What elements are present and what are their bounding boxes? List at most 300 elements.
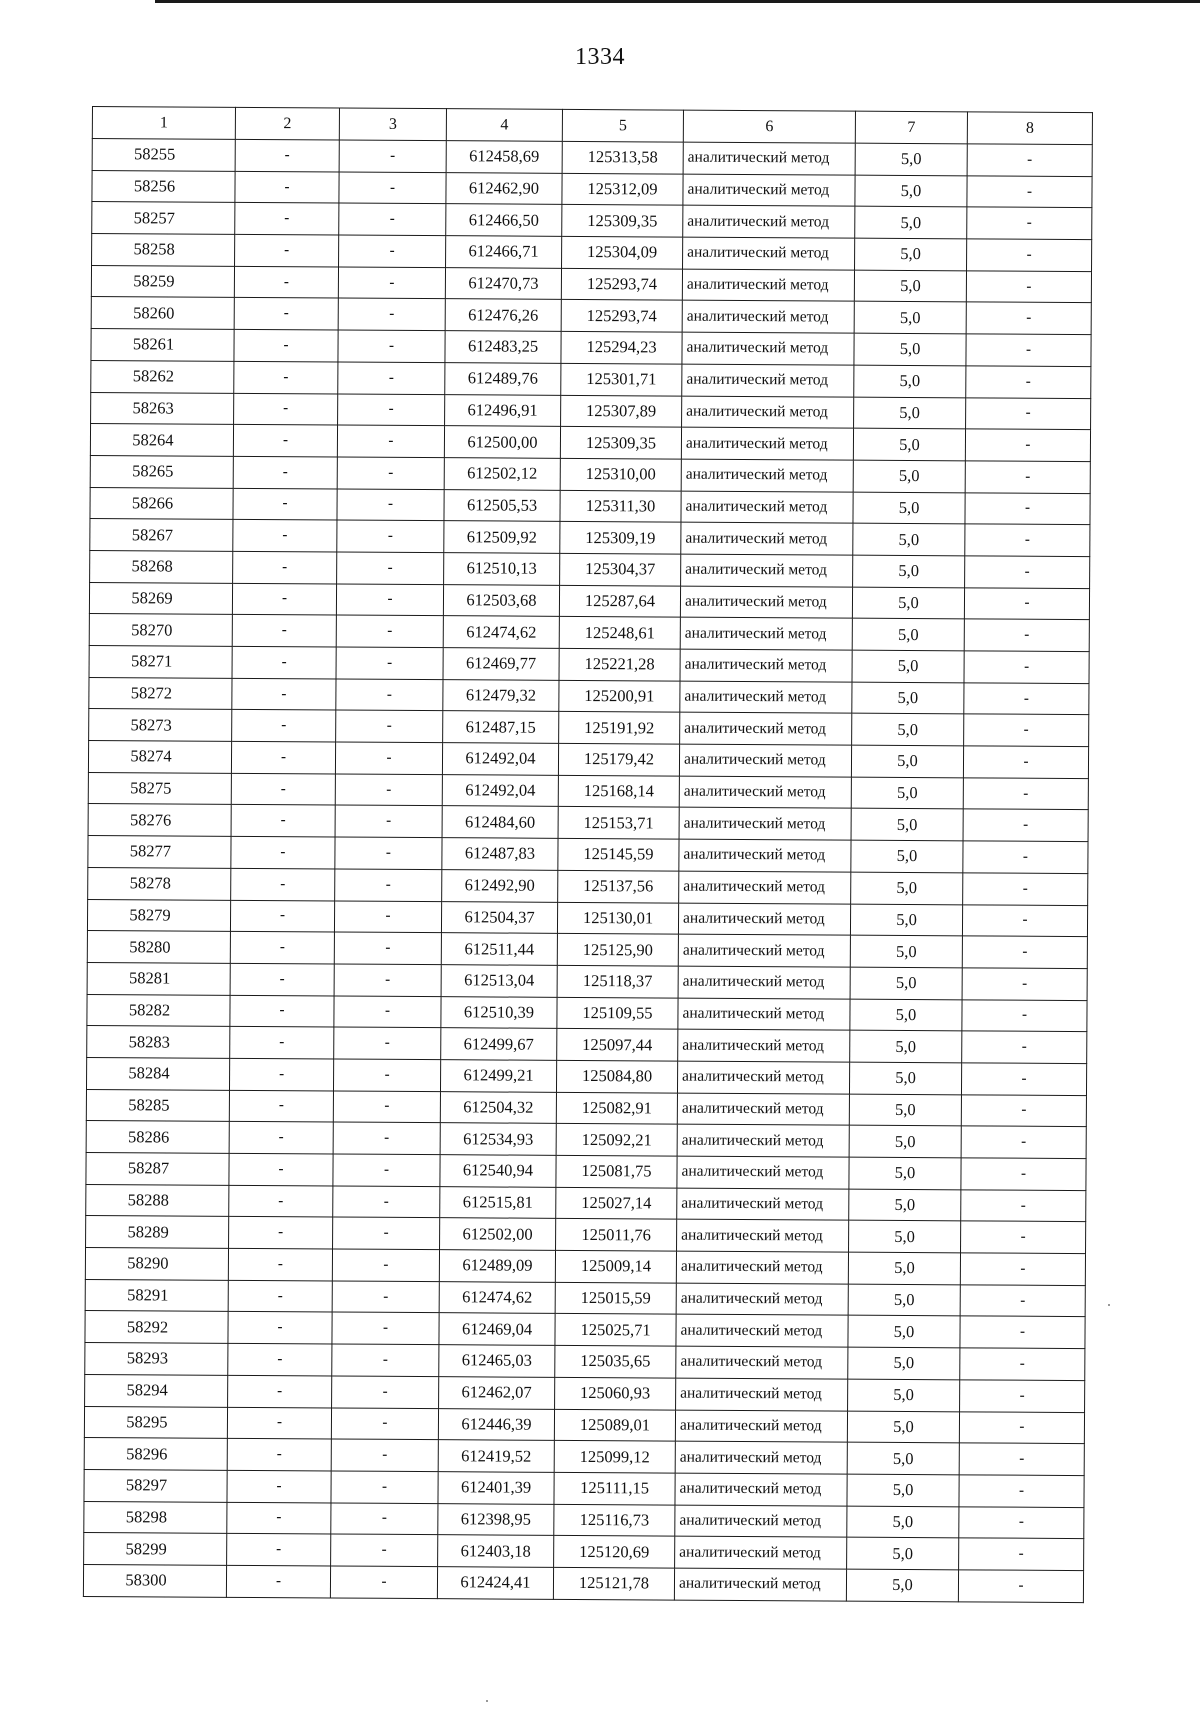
table-cell-col7: 5,0: [852, 587, 964, 619]
table-cell-col4: 612465,03: [439, 1345, 555, 1377]
table-cell-col6: аналитический метод: [682, 269, 854, 302]
table-cell-col3: -: [333, 1186, 440, 1218]
table-cell-col8: -: [962, 904, 1087, 936]
table-cell-col8: -: [965, 556, 1090, 588]
table-cell-col8: -: [964, 619, 1089, 651]
table-cell-col5: 125310,00: [560, 458, 681, 490]
table-cell-col2: -: [234, 361, 338, 393]
table-cell-col1: 58271: [89, 645, 232, 678]
table-cell-col2: -: [233, 488, 337, 520]
table-cell-col8: -: [967, 207, 1092, 239]
table-cell-col1: 58275: [88, 772, 231, 805]
table-cell-col3: -: [336, 584, 443, 616]
table-cell-col7: 5,0: [853, 523, 965, 555]
table-cell-col2: -: [232, 615, 336, 647]
table-cell-col5: 125111,15: [554, 1472, 675, 1504]
table-cell-col4: 612479,32: [443, 679, 559, 711]
table-cell-col7: 5,0: [852, 682, 964, 714]
table-cell-col7: 5,0: [847, 1506, 959, 1538]
table-cell-col2: -: [235, 234, 339, 266]
table-cell-col7: 5,0: [854, 333, 966, 365]
table-cell-col6: аналитический метод: [680, 586, 852, 619]
table-cell-col7: 5,0: [851, 809, 963, 841]
table-cell-col1: 58260: [91, 297, 234, 330]
table-cell-col6: аналитический метод: [676, 1346, 848, 1379]
table-cell-col7: 5,0: [850, 904, 962, 936]
table-cell-col2: -: [231, 805, 335, 837]
table-cell-col3: -: [335, 805, 442, 837]
table-cell-col1: 58261: [91, 329, 234, 362]
table-cell-col2: -: [234, 298, 338, 330]
table-cell-col3: -: [337, 457, 444, 489]
table-cell-col6: аналитический метод: [682, 301, 854, 334]
table-cell-col8: -: [960, 1316, 1085, 1348]
table-cell-col6: аналитический метод: [676, 1251, 848, 1284]
table-cell-col7: 5,0: [855, 143, 967, 175]
table-cell-col2: -: [226, 1565, 330, 1597]
table-cell-col3: -: [335, 774, 442, 806]
table-cell-col2: -: [235, 171, 339, 203]
table-cell-col5: 125301,71: [561, 363, 682, 395]
table-cell-col8: -: [964, 683, 1089, 715]
table-cell-col8: -: [960, 1380, 1085, 1412]
table-cell-col4: 612511,44: [441, 933, 557, 965]
table-cell-col7: 5,0: [853, 428, 965, 460]
table-cell-col5: 125307,89: [561, 395, 682, 427]
table-cell-col6: аналитический метод: [680, 712, 852, 745]
table-cell-col1: 58255: [92, 139, 235, 172]
table-cell-col1: 58290: [85, 1248, 228, 1281]
table-cell-col2: -: [230, 1027, 334, 1059]
table-cell-col8: -: [960, 1348, 1085, 1380]
table-cell-col1: 58276: [88, 804, 231, 837]
table-cell-col5: 125025,71: [555, 1314, 676, 1346]
table-cell-col7: 5,0: [848, 1347, 960, 1379]
table-cell-col6: аналитический метод: [678, 903, 850, 936]
table-cell-col7: 5,0: [848, 1316, 960, 1348]
table-cell-col1: 58265: [90, 455, 233, 488]
table-cell-col6: аналитический метод: [681, 491, 853, 524]
table-cell-col3: -: [333, 1059, 440, 1091]
table-cell-col7: 5,0: [849, 1157, 961, 1189]
table-cell-col7: 5,0: [853, 460, 965, 492]
table-cell-col2: -: [232, 678, 336, 710]
table-cell-col1: 58264: [90, 424, 233, 457]
table-cell-col4: 612458,69: [446, 141, 562, 173]
table-cell-col7: 5,0: [855, 175, 967, 207]
table-cell-col8: -: [963, 778, 1088, 810]
table-cell-col2: -: [230, 932, 334, 964]
column-header-7: 7: [855, 111, 967, 144]
table-cell-col2: -: [235, 139, 339, 171]
table-cell-col5: 125120,69: [554, 1536, 675, 1568]
table-cell-col2: -: [234, 329, 338, 361]
table-cell-col2: -: [234, 266, 338, 298]
table-cell-col1: 58272: [89, 677, 232, 710]
table-cell-col7: 5,0: [850, 935, 962, 967]
table-cell-col6: аналитический метод: [677, 1156, 849, 1189]
table-cell-col5: 125015,59: [555, 1282, 676, 1314]
table-cell-col5: 125309,19: [560, 522, 681, 554]
table-cell-col6: аналитический метод: [677, 1188, 849, 1221]
table-cell-col4: 612499,21: [440, 1060, 556, 1092]
table-cell-col4: 612502,12: [444, 458, 560, 490]
table-cell-col4: 612466,71: [446, 236, 562, 268]
table-cell-col8: -: [966, 397, 1091, 429]
table-cell-col8: -: [963, 809, 1088, 841]
table-cell-col8: -: [959, 1475, 1084, 1507]
table-cell-col5: 125145,59: [558, 838, 679, 870]
table-cell-col3: -: [331, 1439, 438, 1471]
table-cell-col7: 5,0: [846, 1569, 958, 1601]
table-cell-col8: -: [963, 746, 1088, 778]
table-cell-col7: 5,0: [852, 618, 964, 650]
table-cell-col6: аналитический метод: [677, 1093, 849, 1126]
table-cell-col1: 58288: [86, 1184, 229, 1217]
table-cell-col1: 58263: [91, 392, 234, 425]
table-cell-col7: 5,0: [855, 238, 967, 270]
top-border-rule: [155, 0, 1200, 3]
table-cell-col7: 5,0: [850, 967, 962, 999]
table-cell-col3: -: [332, 1344, 439, 1376]
table-cell-col7: 5,0: [848, 1252, 960, 1284]
table-cell-col1: 58287: [86, 1152, 229, 1185]
table-cell-col6: аналитический метод: [676, 1378, 848, 1411]
table-cell-col7: 5,0: [854, 365, 966, 397]
table-cell-col1: 58259: [91, 265, 234, 298]
table-cell-col4: 612492,04: [442, 774, 558, 806]
table-cell-col1: 58273: [89, 709, 232, 742]
table-cell-col8: -: [962, 999, 1087, 1031]
table-cell-col6: аналитический метод: [681, 554, 853, 587]
table-cell-col1: 58285: [86, 1089, 229, 1122]
table-cell-col7: 5,0: [854, 302, 966, 334]
table-cell-col2: -: [229, 1058, 333, 1090]
table-cell-col7: 5,0: [853, 555, 965, 587]
table-cell-col1: 58282: [87, 994, 230, 1027]
table-cell-col6: аналитический метод: [677, 1124, 849, 1157]
table-cell-col3: -: [334, 900, 441, 932]
table-cell-col1: 58279: [87, 899, 230, 932]
table-cell-col1: 58293: [85, 1343, 228, 1376]
table-cell-col6: аналитический метод: [675, 1441, 847, 1474]
table-cell-col2: -: [230, 995, 334, 1027]
table-cell-col1: 58277: [88, 836, 231, 869]
table-cell-col6: аналитический метод: [676, 1283, 848, 1316]
table-cell-col1: 58269: [89, 582, 232, 615]
table-cell-col2: -: [227, 1439, 331, 1471]
table-cell-col3: -: [332, 1249, 439, 1281]
table-cell-col3: -: [336, 647, 443, 679]
table-cell-col3: -: [337, 520, 444, 552]
table-cell-col3: -: [333, 1091, 440, 1123]
coordinates-table: [83, 106, 1093, 1603]
table-cell-col4: 612476,26: [445, 299, 561, 331]
table-cell-col8: -: [962, 968, 1087, 1000]
table-cell-col5: 125304,09: [562, 236, 683, 268]
table-cell-col3: -: [331, 1471, 438, 1503]
column-header-3: 3: [339, 108, 446, 141]
table-cell-col1: 58257: [92, 202, 235, 235]
table-cell-col4: 612503,68: [443, 584, 559, 616]
table-cell-col2: -: [229, 1122, 333, 1154]
table-cell-col8: -: [962, 936, 1087, 968]
table-cell-col2: -: [227, 1534, 331, 1566]
table-cell-col7: 5,0: [852, 714, 964, 746]
table-cell-col6: аналитический метод: [677, 1061, 849, 1094]
table-cell-col5: 125293,74: [561, 268, 682, 300]
table-cell-col3: -: [334, 1027, 441, 1059]
table-cell-col6: аналитический метод: [675, 1505, 847, 1538]
table-cell-col8: -: [961, 1190, 1086, 1222]
table-cell-col6: аналитический метод: [680, 617, 852, 650]
table-cell-col8: -: [960, 1253, 1085, 1285]
table-cell-col4: 612487,83: [442, 838, 558, 870]
table-cell-col8: -: [966, 302, 1091, 334]
table-cell-col3: -: [330, 1566, 437, 1598]
table-cell-col1: 58296: [84, 1438, 227, 1471]
table-cell-col6: аналитический метод: [680, 649, 852, 682]
table-cell-col2: -: [229, 1217, 333, 1249]
page-number: 1334: [575, 44, 625, 70]
table-cell-col3: -: [336, 679, 443, 711]
table-cell-col5: 125248,61: [559, 617, 680, 649]
table-cell-col5: 125097,44: [557, 1029, 678, 1061]
table-cell-col3: -: [337, 489, 444, 521]
table-cell-col3: -: [339, 172, 446, 204]
table-cell-col7: 5,0: [852, 650, 964, 682]
table-cell-col4: 612492,90: [442, 869, 558, 901]
table-cell-col3: -: [338, 267, 445, 299]
table-cell-col6: аналитический метод: [676, 1315, 848, 1348]
column-header-8: 8: [967, 112, 1092, 145]
table-cell-col7: 5,0: [851, 777, 963, 809]
table-cell-col3: -: [339, 235, 446, 267]
table-cell-col7: 5,0: [854, 270, 966, 302]
table-cell-col6: аналитический метод: [681, 522, 853, 555]
table-cell-col7: 5,0: [851, 872, 963, 904]
table-cell-col5: 125121,78: [553, 1567, 674, 1599]
table-cell-col8: -: [959, 1443, 1084, 1475]
table-cell-col2: -: [230, 900, 334, 932]
table-cell-col2: -: [228, 1343, 332, 1375]
table-cell-col4: 612424,41: [437, 1567, 553, 1599]
table-cell-col3: -: [335, 869, 442, 901]
table-cell-col3: -: [331, 1534, 438, 1566]
column-header-5: 5: [562, 109, 683, 142]
table-cell-col8: -: [966, 334, 1091, 366]
table-cell-col2: -: [227, 1470, 331, 1502]
table-cell-col3: -: [339, 203, 446, 235]
table-cell-col2: -: [232, 583, 336, 615]
table-cell-col3: -: [338, 330, 445, 362]
table-cell-col2: -: [235, 203, 339, 235]
table-cell-col2: -: [232, 710, 336, 742]
table-cell-col4: 612401,39: [438, 1472, 554, 1504]
table-cell-col1: 58295: [84, 1406, 227, 1439]
table-cell-col4: 612462,07: [439, 1376, 555, 1408]
table-cell-col6: аналитический метод: [679, 871, 851, 904]
table-cell-col6: аналитический метод: [680, 681, 852, 714]
table-cell-col5: 125116,73: [554, 1504, 675, 1536]
table-cell-col4: 612470,73: [445, 267, 561, 299]
table-cell-col3: -: [332, 1312, 439, 1344]
table-cell-col3: -: [335, 837, 442, 869]
table-cell-col5: 125130,01: [557, 902, 678, 934]
table-cell-col1: 58267: [90, 519, 233, 552]
table-cell-col1: 58266: [90, 487, 233, 520]
table-cell-col2: -: [228, 1280, 332, 1312]
table-cell-col2: -: [228, 1312, 332, 1344]
table-cell-col6: аналитический метод: [677, 1219, 849, 1252]
table-cell-col7: 5,0: [850, 1030, 962, 1062]
table-cell-col6: аналитический метод: [682, 364, 854, 397]
table-cell-col3: -: [338, 298, 445, 330]
table-cell-col4: 612499,67: [441, 1028, 557, 1060]
table-cell-col1: 58270: [89, 614, 232, 647]
table-cell-col4: 612487,15: [443, 711, 559, 743]
table-cell-col3: -: [336, 710, 443, 742]
table-cell-col4: 612466,50: [446, 204, 562, 236]
table-cell-col7: 5,0: [849, 1062, 961, 1094]
table-cell-col8: -: [964, 587, 1089, 619]
column-header-1: 1: [92, 107, 235, 140]
table-cell-col4: 612474,62: [439, 1281, 555, 1313]
table-cell-col7: 5,0: [849, 1094, 961, 1126]
table-cell-col5: 125200,91: [559, 680, 680, 712]
table-cell-col4: 612540,94: [440, 1155, 556, 1187]
table-cell-col1: 58258: [92, 234, 235, 267]
table-cell-col6: аналитический метод: [674, 1568, 846, 1601]
table-cell-col1: 58300: [83, 1564, 226, 1597]
table-cell-col8: -: [964, 651, 1089, 683]
table-cell-col8: -: [959, 1506, 1084, 1538]
table-cell-col4: 612505,53: [444, 489, 560, 521]
table-cell-col2: -: [233, 520, 337, 552]
table-body: [83, 139, 1092, 1603]
table-cell-col2: -: [229, 1090, 333, 1122]
table-cell-col8: -: [961, 1126, 1086, 1158]
table-cell-col5: 125294,23: [561, 331, 682, 363]
table-cell-col7: 5,0: [855, 207, 967, 239]
table-cell-col2: -: [229, 1153, 333, 1185]
table-cell-col4: 612469,77: [443, 648, 559, 680]
table-cell-col1: 58297: [84, 1469, 227, 1502]
table-cell-col5: 125009,14: [555, 1250, 676, 1282]
table-cell-col4: 612500,00: [444, 426, 560, 458]
table-cell-col4: 612446,39: [438, 1408, 554, 1440]
table-cell-col5: 125027,14: [556, 1187, 677, 1219]
table-cell-col3: -: [333, 1122, 440, 1154]
table-cell-col8: -: [962, 1031, 1087, 1063]
table-cell-col3: -: [334, 996, 441, 1028]
table-row: [83, 1564, 1083, 1602]
table-cell-col8: -: [966, 366, 1091, 398]
table-cell-col2: -: [227, 1502, 331, 1534]
table-cell-col5: 125011,76: [556, 1219, 677, 1251]
table-cell-col1: 58299: [84, 1533, 227, 1566]
table-cell-col8: -: [967, 176, 1092, 208]
column-header-4: 4: [446, 109, 562, 142]
table-cell-col8: -: [965, 461, 1090, 493]
table-cell-col3: -: [338, 394, 445, 426]
table-cell-col8: -: [963, 841, 1088, 873]
table-cell-col3: -: [331, 1503, 438, 1535]
table-cell-col2: -: [233, 425, 337, 457]
table-cell-col6: аналитический метод: [679, 808, 851, 841]
table-cell-col8: -: [965, 492, 1090, 524]
table-cell-col4: 612504,32: [440, 1091, 556, 1123]
table-cell-col5: 125191,92: [559, 712, 680, 744]
table-cell-col6: аналитический метод: [678, 934, 850, 967]
table-cell-col6: аналитический метод: [678, 1029, 850, 1062]
table-cell-col5: 125153,71: [558, 807, 679, 839]
table-cell-col6: аналитический метод: [682, 396, 854, 429]
table-cell-col6: аналитический метод: [678, 998, 850, 1031]
table-cell-col1: 58278: [88, 867, 231, 900]
table-cell-col1: 58256: [92, 170, 235, 203]
table-cell-col8: -: [960, 1285, 1085, 1317]
table-cell-col4: 612510,13: [444, 553, 560, 585]
table-cell-col8: -: [961, 1094, 1086, 1126]
table-cell-col8: -: [958, 1570, 1083, 1602]
table-cell-col1: 58262: [91, 360, 234, 393]
table-cell-col6: аналитический метод: [675, 1410, 847, 1443]
table-cell-col5: 125092,21: [556, 1124, 677, 1156]
table-cell-col5: 125311,30: [560, 490, 681, 522]
table-cell-col4: 612469,04: [439, 1313, 555, 1345]
table-cell-col8: -: [967, 144, 1092, 176]
table-cell-col2: -: [233, 551, 337, 583]
table-cell-col4: 612483,25: [445, 331, 561, 363]
table-cell-col5: 125118,37: [557, 965, 678, 997]
table-cell-col8: -: [961, 1221, 1086, 1253]
table-cell-col1: 58283: [87, 1026, 230, 1059]
table-cell-col2: -: [231, 868, 335, 900]
table-cell-col7: 5,0: [847, 1442, 959, 1474]
table-cell-col2: -: [228, 1248, 332, 1280]
table-cell-col3: -: [335, 742, 442, 774]
table-cell-col5: 125179,42: [558, 743, 679, 775]
table-cell-col5: 125082,91: [556, 1092, 677, 1124]
table-cell-col7: 5,0: [849, 1221, 961, 1253]
table-cell-col3: -: [333, 1154, 440, 1186]
table-cell-col5: 125309,35: [562, 205, 683, 237]
table-cell-col1: 58291: [85, 1279, 228, 1312]
table-cell-col2: -: [229, 1185, 333, 1217]
table-cell-col3: -: [331, 1407, 438, 1439]
table-cell-col1: 58274: [88, 741, 231, 774]
table-cell-col7: 5,0: [848, 1284, 960, 1316]
table-cell-col3: -: [332, 1281, 439, 1313]
table-cell-col6: аналитический метод: [683, 142, 855, 175]
table-cell-col6: аналитический метод: [683, 237, 855, 270]
table-cell-col8: -: [961, 1158, 1086, 1190]
table-cell-col7: 5,0: [851, 745, 963, 777]
table-cell-col5: 125304,37: [560, 553, 681, 585]
table-cell-col5: 125035,65: [555, 1345, 676, 1377]
table-cell-col3: -: [338, 362, 445, 394]
table-cell-col5: 125084,80: [556, 1060, 677, 1092]
table-cell-col4: 612509,92: [444, 521, 560, 553]
table-cell-col7: 5,0: [847, 1537, 959, 1569]
table-cell-col2: -: [234, 393, 338, 425]
table-cell-col3: -: [333, 1217, 440, 1249]
table-cell-col8: -: [965, 524, 1090, 556]
table-cell-col8: -: [961, 1063, 1086, 1095]
table-cell-col5: 125060,93: [555, 1377, 676, 1409]
table-cell-col6: аналитический метод: [683, 174, 855, 207]
